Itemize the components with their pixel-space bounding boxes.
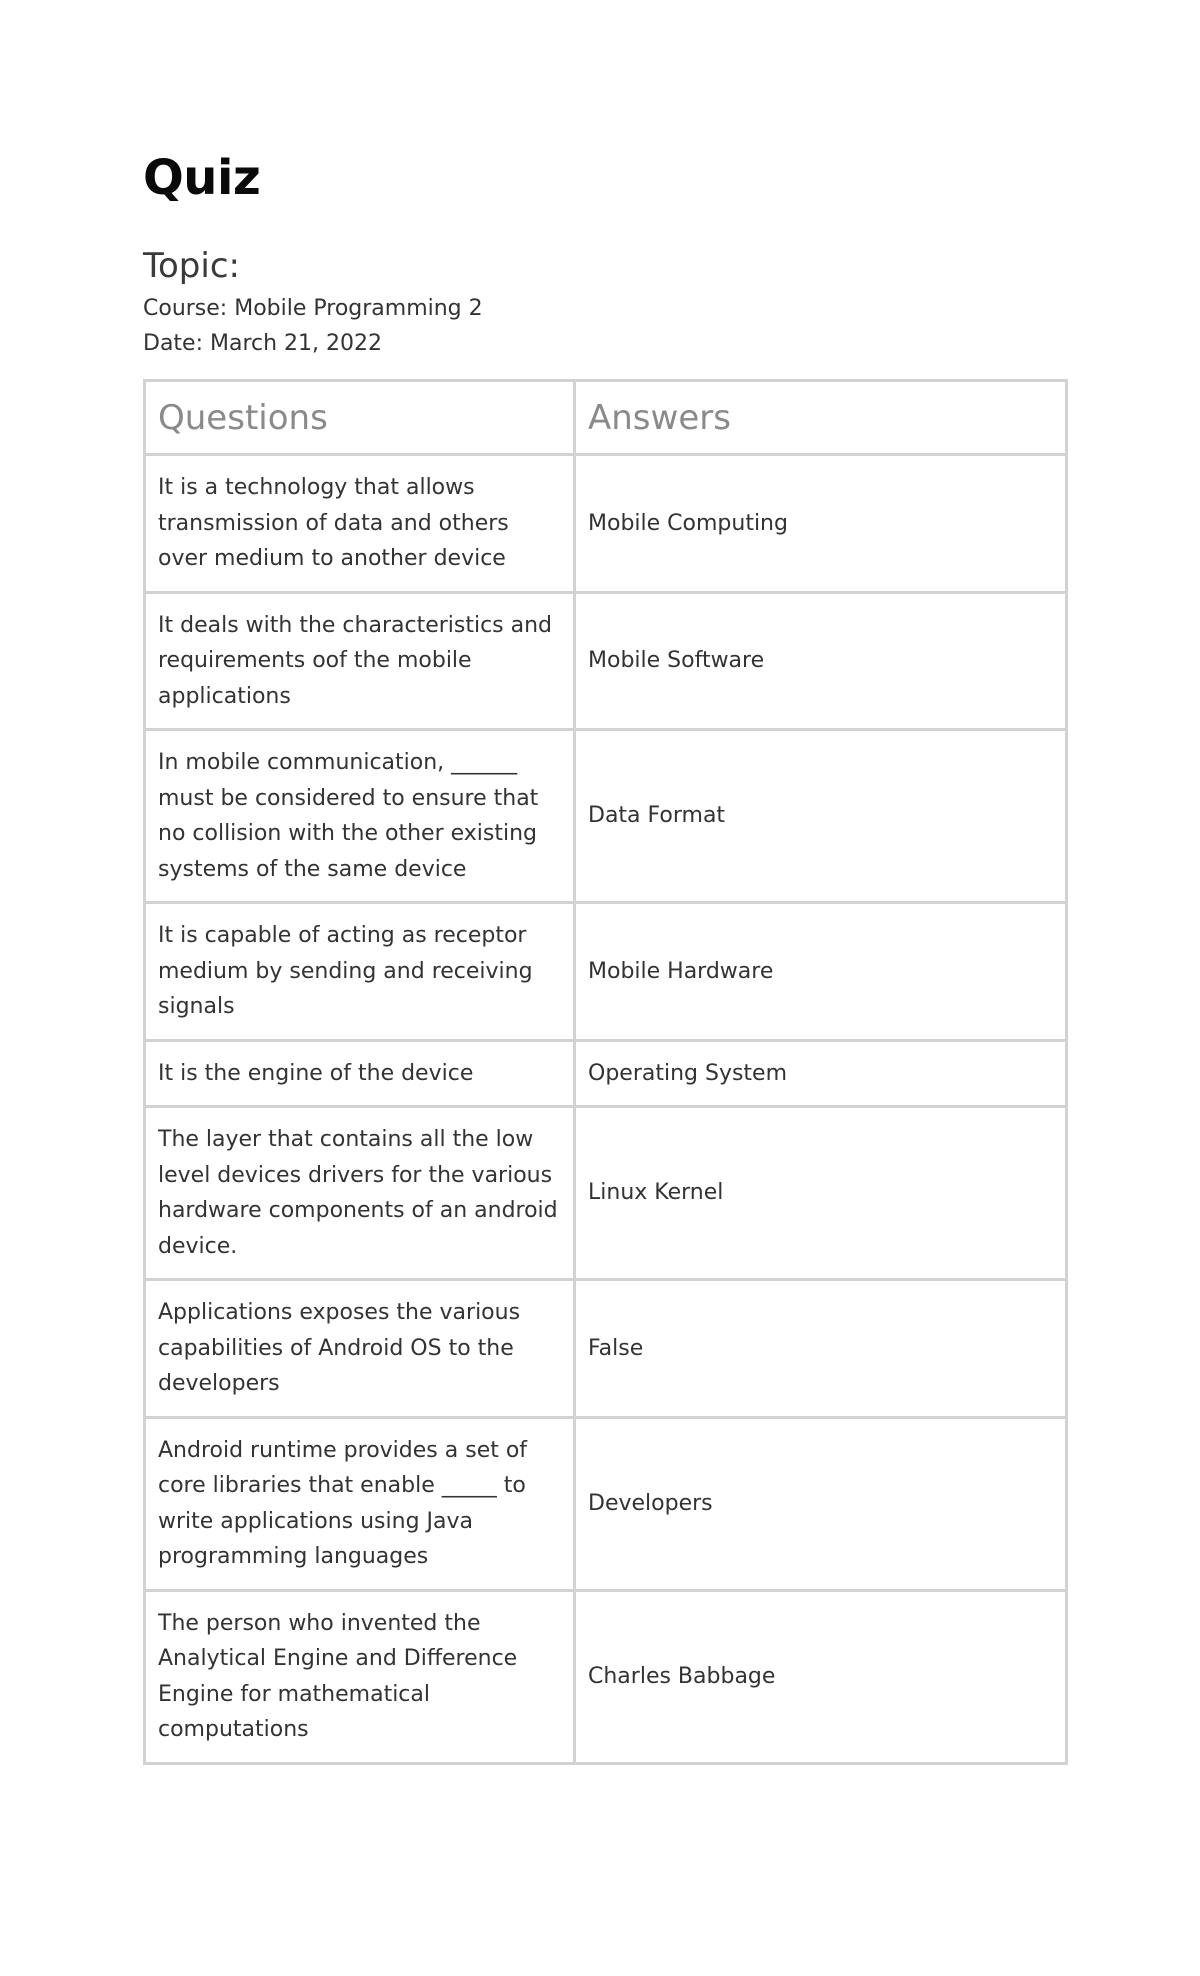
answer-cell: Data Format <box>575 730 1067 903</box>
table-header-row <box>145 381 1067 455</box>
answers-header: Answers <box>575 381 1067 455</box>
answer-cell: Mobile Computing <box>575 455 1067 593</box>
question-cell: It is the engine of the device <box>145 1040 575 1107</box>
table-row <box>145 1590 1067 1763</box>
answer-cell: Linux Kernel <box>575 1107 1067 1280</box>
quiz-table <box>143 379 1068 1765</box>
table-row <box>145 1280 1067 1418</box>
question-cell: The person who invented the Analytical Engine and Difference Engine for mathematical computations <box>145 1590 575 1763</box>
question-cell: In mobile communication, ______ must be considered to ensure that no collision with the other existing systems of the same device <box>145 730 575 903</box>
answer-cell: Charles Babbage <box>575 1590 1067 1763</box>
question-cell: It is a technology that allows transmission of data and others over medium to another device <box>145 455 575 593</box>
question-cell: Android runtime provides a set of core libraries that enable _____ to write applications using Java programming languages <box>145 1417 575 1590</box>
question-cell: The layer that contains all the low level devices drivers for the various hardware components of an android device. <box>145 1107 575 1280</box>
date-line: Date: March 21, 2022 <box>143 331 383 356</box>
table-row <box>145 1040 1067 1107</box>
course-line: Course: Mobile Programming 2 <box>143 296 483 321</box>
question-cell: Applications exposes the various capabilities of Android OS to the developers <box>145 1280 575 1418</box>
questions-header: Questions <box>145 381 575 455</box>
answer-cell: False <box>575 1280 1067 1418</box>
answer-cell: Operating System <box>575 1040 1067 1107</box>
topic-label: Topic: <box>143 246 240 286</box>
table-row <box>145 1417 1067 1590</box>
table-row <box>145 1107 1067 1280</box>
table-row <box>145 730 1067 903</box>
answer-cell: Mobile Hardware <box>575 903 1067 1041</box>
table-row <box>145 903 1067 1041</box>
document-title: Quiz <box>143 150 261 206</box>
question-cell: It is capable of acting as receptor medium by sending and receiving signals <box>145 903 575 1041</box>
table-row <box>145 455 1067 593</box>
answer-cell: Mobile Software <box>575 592 1067 730</box>
question-cell: It deals with the characteristics and requirements oof the mobile applications <box>145 592 575 730</box>
answer-cell: Developers <box>575 1417 1067 1590</box>
table-row <box>145 592 1067 730</box>
